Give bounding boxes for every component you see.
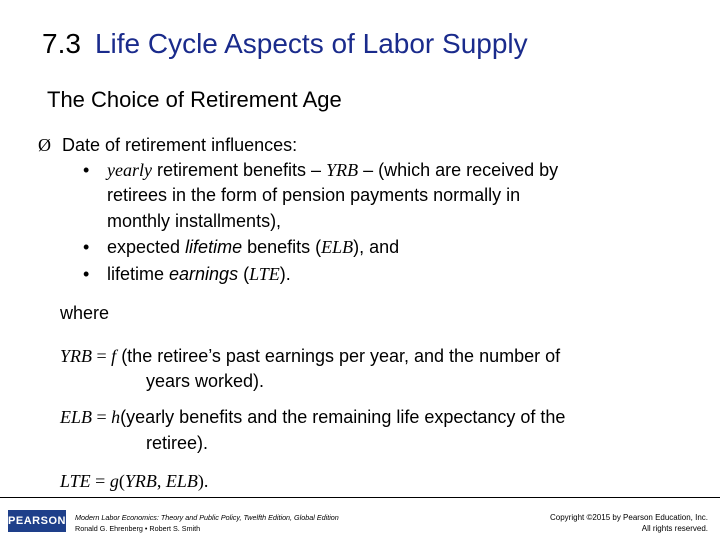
equation-yrb-cont: years worked). (146, 371, 265, 391)
eq-args: (the retiree’s past earnings per year, and the number of (116, 346, 561, 366)
text-fragment: lifetime (107, 264, 170, 284)
footer-authors: Ronald G. Ehrenberg • Robert S. Smith (75, 524, 201, 533)
main-bullet (38, 133, 297, 157)
eq-function: f (111, 346, 117, 366)
text-fragment: ( (238, 264, 250, 284)
eq-function: h (111, 407, 121, 427)
sub-bullet-lte (83, 262, 291, 286)
eq-arg-elb: ELB (165, 471, 198, 491)
arrow-bullet-icon: Ø (38, 135, 51, 155)
term-earnings: earnings (169, 264, 239, 284)
text-fragment: benefits ( (242, 237, 322, 257)
footer-divider (0, 497, 720, 498)
footer-copyright-line1: Copyright ©2015 by Pearson Education, Inc. (550, 513, 708, 522)
equation-elb-cont: retiree). (146, 433, 209, 453)
text-fragment: retirement benefits – (151, 160, 327, 180)
eq-lhs: YRB (60, 346, 93, 366)
sub-bullet-line: monthly installments), (107, 211, 282, 231)
title-text: Life Cycle Aspects of Labor Supply (94, 28, 528, 59)
text-fragment: expected (107, 237, 186, 257)
bullet-dot-icon: • (83, 264, 90, 284)
eq-arg-yrb: YRB (124, 471, 157, 491)
bullet-dot-icon: • (83, 160, 90, 180)
eq-paren: ). (197, 471, 209, 491)
section-number: 7.3 (42, 28, 81, 59)
term-lte: LTE (249, 264, 280, 284)
eq-lhs: LTE (60, 471, 91, 491)
pearson-logo: PEARSON (8, 510, 66, 532)
footer-copyright (550, 512, 708, 534)
text-fragment: – (which are received by (358, 160, 559, 180)
eq-args: (yearly benefits and the remaining life expectancy of the (120, 407, 566, 427)
equation-elb (60, 405, 565, 429)
footer-book-info (75, 512, 339, 534)
footer-copyright-line2: All rights reserved. (641, 524, 708, 533)
eq-lhs: ELB (60, 407, 93, 427)
bullet-dot-icon: • (83, 237, 90, 257)
eq-sign: = (92, 407, 112, 427)
slide-title (42, 26, 528, 62)
eq-sign: = (92, 346, 112, 366)
sub-bullet-line: retirees in the form of pension payments normally in (107, 185, 521, 205)
eq-sign: = (90, 471, 110, 491)
term-elb: ELB (321, 237, 354, 257)
equation-lte (60, 469, 208, 493)
sub-bullet-yearly (83, 158, 559, 182)
main-bullet-text: Date of retirement influences: (62, 135, 298, 155)
term-yearly: yearly (107, 160, 152, 180)
text-fragment: ), and (353, 237, 400, 257)
term-lifetime: lifetime (185, 237, 243, 257)
where-label: where (60, 303, 110, 323)
sub-bullet-elb (83, 235, 400, 259)
footer-book-title: Modern Labor Economics: Theory and Public Policy, Twelfth Edition, Global Edition (75, 513, 339, 522)
term-yrb: YRB (326, 160, 359, 180)
eq-sep: , (156, 471, 166, 491)
equation-yrb (60, 344, 560, 368)
eq-function: g (109, 471, 119, 491)
text-fragment: ). (279, 264, 291, 284)
slide-subtitle: The Choice of Retirement Age (47, 87, 342, 112)
eq-paren: ( (118, 471, 125, 491)
